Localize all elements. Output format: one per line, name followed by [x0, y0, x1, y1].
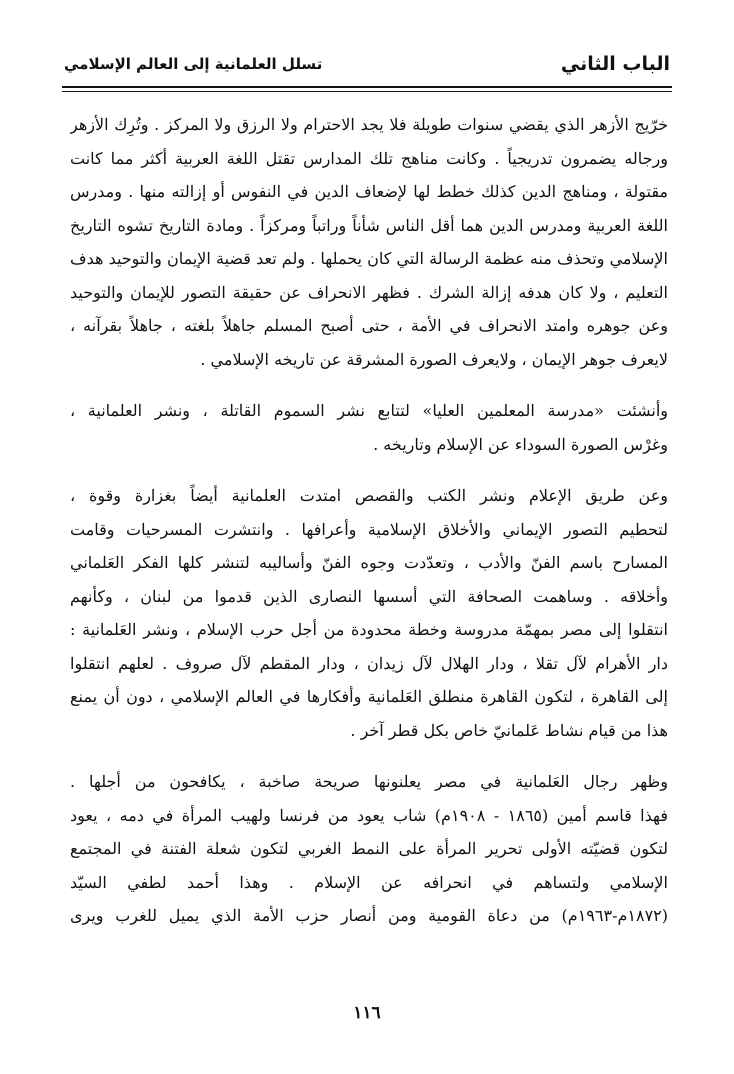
- text-line: دار الأهرام لآل تقلا ، ودار الهلال لآل زيدان ، ودار المقطم لآل صروف . لعلهم انتقلوا: [70, 653, 668, 673]
- text-line: لتحطيم التصور الإيماني والأخلاق الإسلامية وأعرافها . وانتشرت المسرحيات وقامت: [70, 519, 668, 539]
- text-line: (١٨٧٢م-١٩٦٣م) من دعاة القومية ومن أنصار حزب الأمة الذي يميل للغرب ويرى: [70, 906, 668, 925]
- text-line: الإسلامي وتحذف منه عظمة الرسالة التي كان يحملها . ولم تعد قضية الإيمان والتوحيد هدف: [70, 249, 668, 268]
- text-line: هذا من قيام نشاط عَلمانيّ خاص بكل قطر آخر .: [350, 720, 668, 740]
- text-line: انتقلوا إلى مصر بمهمّة مدروسة وخطة محدودة من أجل حرب الإسلام ، ونشر العَلمانية :: [70, 620, 668, 639]
- text-line: مقتولة ، ومناهج الدين كذلك خطط لها لإضعاف الدين في النفوس أو إزالته منها . ومدرس: [70, 182, 668, 201]
- text-line: اللغة العربية ومدرس الدين هما أقل الناس شأناً وراتباً ومركزاً . ومادة التاريخ تشوه التاريخ: [70, 215, 668, 235]
- text-line: المسارح باسم الفنّ والأدب ، وتعدّدت وجوه الفنّ وأساليبه لتنشر كلها الفكر العَلماني: [70, 553, 668, 572]
- text-line: التعليم ، ولا كان هدفه إزالة الشرك . فظهر الانحراف عن حقيقة التصور للإيمان والتوحيد: [70, 282, 668, 302]
- text-line: فهذا قاسم أمين (١٨٦٥ - ١٩٠٨م) شاب يعود من فرنسا ولهيب المرأة في دمه ، يعود: [70, 805, 668, 825]
- text-line: الإسلامي ولتساهم في انحرافه عن الإسلام . وهذا أحمد لطفي السيّد: [70, 872, 668, 892]
- page-body: [70, 108, 668, 933]
- paragraph-1: [70, 108, 668, 376]
- text-line: وأخلاقه . وساهمت الصحافة التي أسسها النصارى الذين قدموا من لبنان ، وكأنهم: [70, 586, 668, 606]
- text-line: إلى القاهرة ، لتكون القاهرة منطلق العَلمانية وأفكارها في العالم الإسلامي ، دون أن يمنع: [70, 687, 668, 706]
- text-line: ورجاله يضمرون تدريجياً . وكانت مناهج تلك المدارس تقتل اللغة العربية أكثر مما كانت: [70, 148, 668, 168]
- page-number: ١١٦: [353, 1003, 381, 1023]
- text-line: لتكون قضيّته الأولى تحرير المرأة على النمط الغربي لتكون شعلة الفتنة في المجتمع: [70, 839, 668, 858]
- text-line: وعن طريق الإعلام ونشر الكتب والقصص امتدت العلمانية أيضاً بغزارة وقوة ،: [70, 486, 668, 505]
- paragraph-3: [70, 479, 668, 747]
- text-line: خرّيج الأزهر الذي يقضي سنوات طويلة فلا يجد الاحترام ولا الرزق ولا المركز . وتُرِك الأزهر: [70, 115, 668, 134]
- page-header: [64, 44, 670, 84]
- text-line: وغرْس الصورة السوداء عن الإسلام وتاريخه .: [373, 434, 668, 454]
- paragraph-2: [70, 394, 668, 461]
- running-title: تسلل العلمانية إلى العالم الإسلامي: [64, 55, 323, 73]
- paragraph-4: [70, 765, 668, 933]
- text-line: وظهر رجال العَلمانية في مصر يعلنونها صريحة صاخبة ، يكافحون من أجلها .: [70, 772, 668, 791]
- text-line: وأنشئت «مدرسة المعلمين العليا» لتتابع نشر السموم القاتلة ، ونشر العلمانية ،: [70, 401, 668, 420]
- text-line: لايعرف جوهر الإيمان ، ولايعرف الصورة المشرقة عن تاريخه الإسلامي .: [200, 349, 668, 369]
- header-divider: [62, 86, 672, 92]
- text-line: وعن جوهره وامتد الانحراف في الأمة ، حتى أصبح المسلم جاهلاً بلغته ، جاهلاً بقرآنه ،: [70, 316, 668, 335]
- chapter-title: الباب الثاني: [560, 53, 670, 75]
